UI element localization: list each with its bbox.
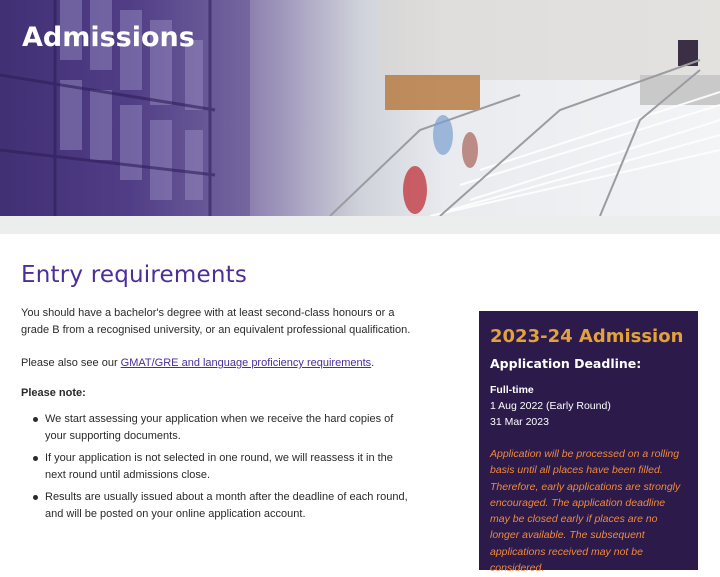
list-item <box>33 450 411 484</box>
deadline-heading: Application Deadline: <box>490 356 642 371</box>
see-also-paragraph <box>21 355 411 372</box>
bullet-icon <box>33 456 38 461</box>
page-title: Admissions <box>22 22 195 53</box>
list-item-text: We start assessing your application when we receive the hard copies of your supporting documents. <box>45 413 394 442</box>
admission-info-box <box>479 311 698 575</box>
list-item <box>33 411 411 445</box>
notes-list <box>33 411 411 523</box>
list-item-text: If your application is not selected in one round, we will reassess it in the next round until admissions close. <box>45 452 393 481</box>
hero-divider <box>0 216 720 234</box>
gmat-gre-requirements-link[interactable]: GMAT/GRE and language proficiency requirements <box>120 357 372 369</box>
section-heading: Entry requirements <box>21 262 248 288</box>
bullet-icon <box>33 417 38 422</box>
hero-banner <box>0 0 720 216</box>
study-mode-label: Full-time <box>490 384 534 396</box>
rolling-admission-note: Application will be processed on a rolling basis until all places have been filled. Therefore, early applications are strongly encouraged. The application deadline may be closed early if places are no longer available. The subsequent applications received may not be considered. <box>490 448 681 575</box>
list-item-text: Results are usually issued about a month after the deadline of each round, and will be posted on your online application account. <box>45 491 408 520</box>
see-also-suffix: . <box>371 357 375 369</box>
deadline-final: 31 Mar 2023 <box>490 416 549 428</box>
entry-requirements-section <box>21 262 411 528</box>
intro-paragraph: You should have a bachelor's degree with at least second-class honours or a grade B from a recognised university, or an equivalent professional qualification. <box>21 307 411 336</box>
list-item <box>33 489 411 523</box>
admission-title: 2023-24 Admission <box>490 326 684 347</box>
bullet-icon <box>33 495 38 500</box>
deadline-early-round: 1 Aug 2022 (Early Round) <box>490 400 611 412</box>
note-label: Please note: <box>21 387 86 399</box>
see-also-prefix: Please also see our <box>21 357 121 369</box>
